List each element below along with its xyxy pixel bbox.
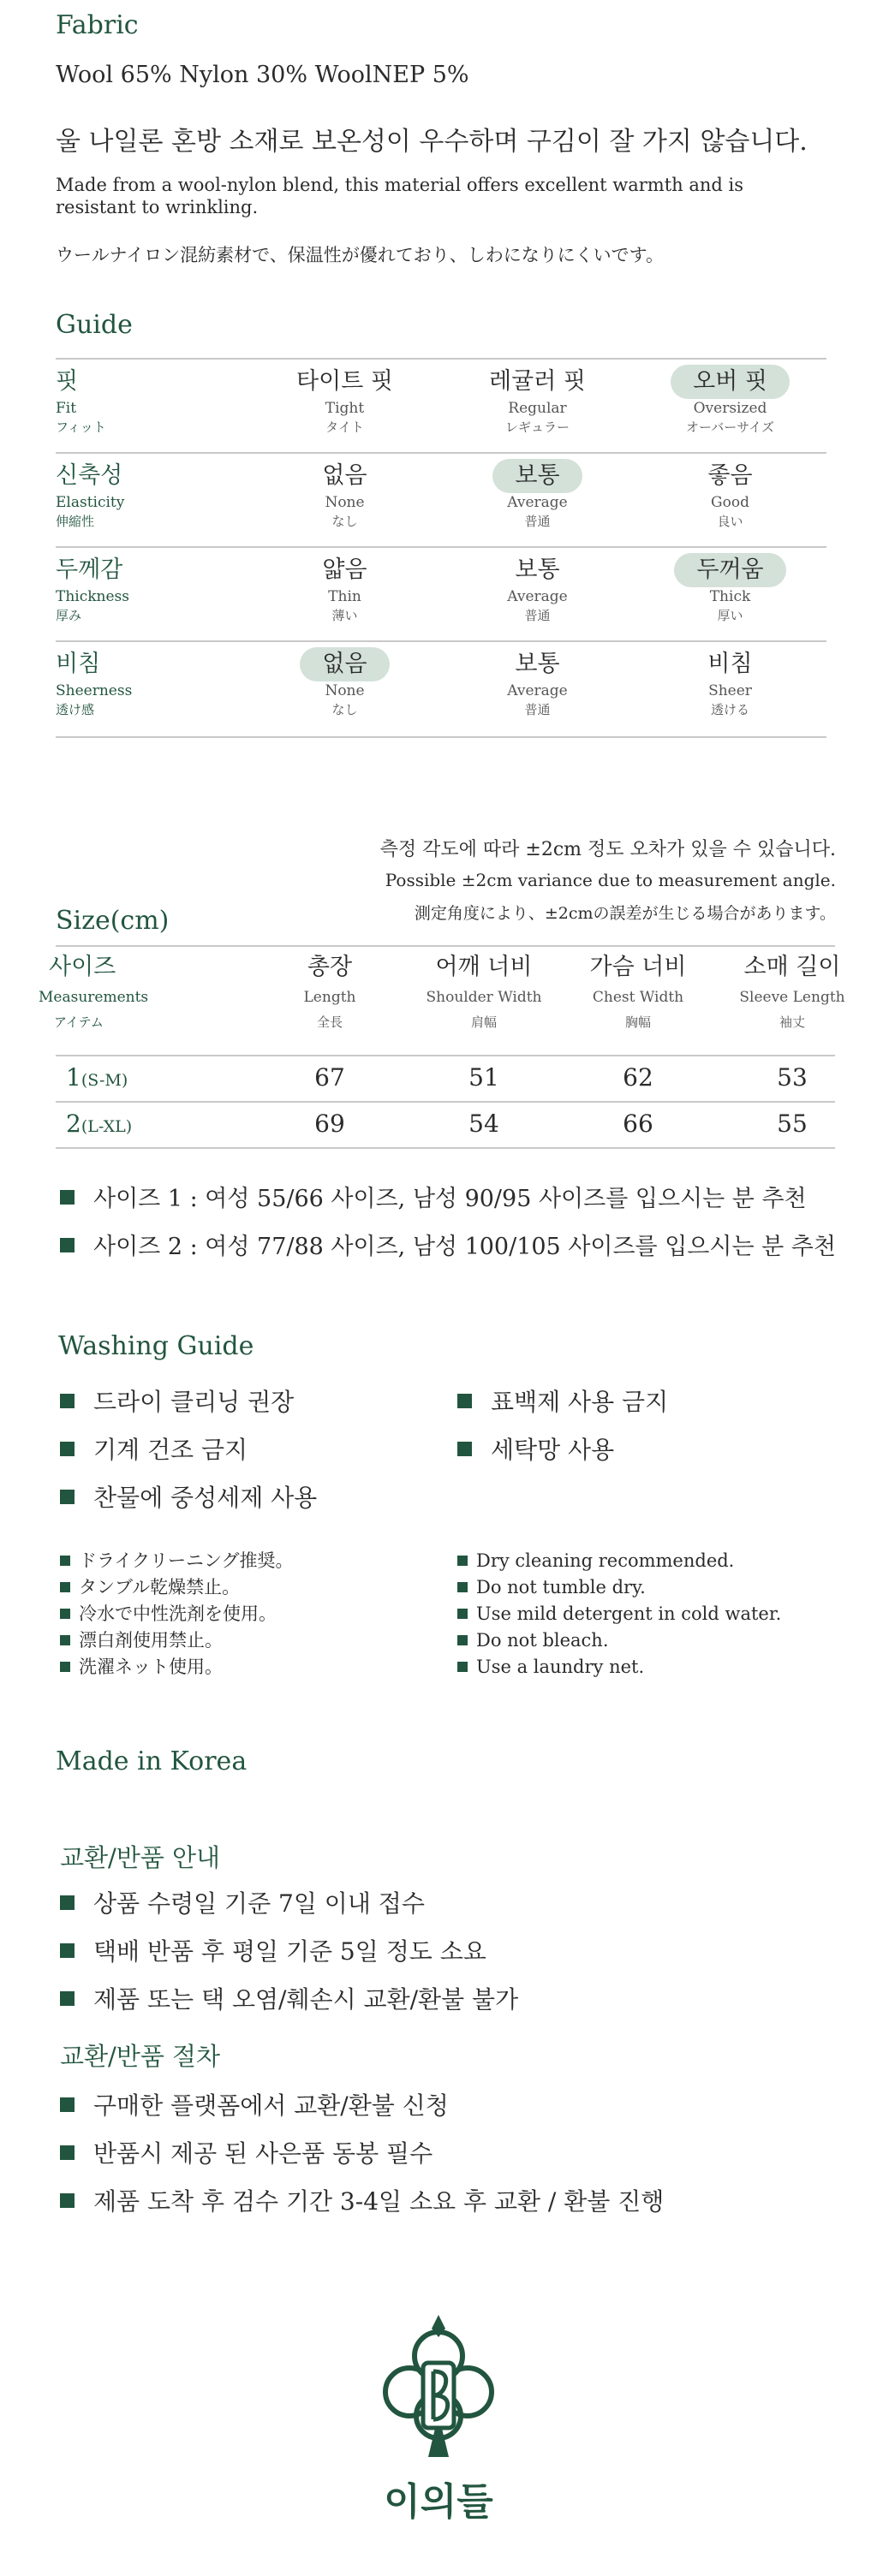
list-item xyxy=(457,1601,781,1627)
size-header-jp: 胸幅 xyxy=(624,1014,651,1030)
washing-en xyxy=(457,1548,781,1681)
guide-option-en: Average xyxy=(507,588,568,605)
size-value: 55 xyxy=(777,1110,808,1138)
list-item xyxy=(60,1627,294,1654)
bullet-icon xyxy=(60,1991,75,2006)
guide-option-en: Tight xyxy=(325,400,365,417)
size-row-number: 1 xyxy=(66,1063,81,1092)
bullet-icon xyxy=(60,1190,75,1205)
guide-label-ko: 신축성 xyxy=(56,462,123,489)
guide-option xyxy=(248,459,441,531)
bullet-icon xyxy=(457,1442,472,1456)
size-value: 62 xyxy=(623,1063,653,1092)
size-header-cell xyxy=(39,950,201,1034)
bullet-icon xyxy=(60,1442,75,1456)
guide-option-jp: レギュラー xyxy=(504,419,570,435)
guide-row xyxy=(56,452,826,548)
washing-ko-right xyxy=(457,1378,668,1474)
bullet-icon xyxy=(60,1238,75,1252)
size-recommendation-2: 사이즈 2 : 여성 77/88 사이즈, 남성 100/105 사이즈를 입으시는 분 추천 xyxy=(60,1228,836,1261)
guide-option xyxy=(634,459,826,531)
bullet-icon xyxy=(60,2097,75,2112)
guide-option xyxy=(248,365,441,437)
bullet-icon xyxy=(457,1582,468,1592)
measurement-note-en: Possible ±2cm variance due to measurement angle. xyxy=(385,870,836,890)
guide-option-jp: オーバーサイズ xyxy=(685,419,775,435)
washing-jp xyxy=(60,1548,294,1681)
size-header-en: Shoulder Width xyxy=(426,989,542,1006)
list-item-text: 구매한 플랫폼에서 교환/환불 신청 xyxy=(93,2091,449,2120)
guide-option-jp: なし xyxy=(331,514,358,529)
list-item xyxy=(457,1627,781,1654)
exchange-title: 교환/반품 안내 xyxy=(60,1843,221,1872)
brand-emblem-icon xyxy=(368,2311,509,2466)
guide-option xyxy=(441,365,634,437)
size-header-cell xyxy=(407,950,561,1034)
guide-option-jp: 普通 xyxy=(524,608,551,623)
guide-option-en: Average xyxy=(507,682,568,699)
size-value: 54 xyxy=(468,1110,499,1138)
size-header-row xyxy=(39,945,845,1058)
size-header-en: Length xyxy=(303,989,356,1006)
guide-option-jp: 普通 xyxy=(524,514,551,529)
guide-option-en: Good xyxy=(711,494,749,511)
guide-option-ko: 타이트 핏 xyxy=(296,368,393,395)
list-item-text: 반품시 제공 된 사은품 동봉 필수 xyxy=(93,2139,433,2168)
guide-option xyxy=(248,553,441,625)
measurement-note-jp: 測定角度により、±2cmの誤差が生じる場合があります。 xyxy=(414,904,836,923)
bullet-icon xyxy=(60,1556,70,1566)
fabric-title: Fabric xyxy=(56,10,139,40)
size-header-en: Measurements xyxy=(39,989,149,1006)
list-item-text: 표백제 사용 금지 xyxy=(491,1388,669,1416)
list-item-text: Do not tumble dry. xyxy=(476,1577,646,1597)
guide-option-selected: 없음 xyxy=(300,647,389,681)
size-value: 69 xyxy=(314,1110,345,1138)
guide-bottom-divider xyxy=(56,736,826,738)
list-item-text: 제품 또는 택 오염/훼손시 교환/환불 불가 xyxy=(93,1985,519,2014)
size-row-number: 2 xyxy=(66,1110,81,1138)
list-item-text: 洗濯ネット使用。 xyxy=(79,1657,223,1677)
size-value: 51 xyxy=(468,1063,499,1092)
guide-row xyxy=(56,640,826,736)
list-item xyxy=(60,1574,294,1601)
size-value: 66 xyxy=(623,1110,653,1138)
guide-option-en: Regular xyxy=(508,400,567,417)
size-header-cell xyxy=(253,950,407,1034)
list-item-text: 기계 건조 금지 xyxy=(93,1436,248,1464)
list-item-text: タンブル乾燥禁止。 xyxy=(79,1577,241,1597)
bullet-icon xyxy=(457,1609,468,1619)
guide-title: Guide xyxy=(56,310,133,340)
fabric-desc-en: Made from a wool-nylon blend, this material offers excellent warmth and is resistant to wrinkling. xyxy=(56,175,744,217)
size-header-jp: 全長 xyxy=(316,1014,343,1030)
guide-row-label xyxy=(56,647,227,719)
guide-label-en: Fit xyxy=(56,400,77,417)
guide-option-jp: 透ける xyxy=(710,702,749,717)
fabric-desc-ko: 울 나일론 혼방 소재로 보온성이 우수하며 구김이 잘 가지 않습니다. xyxy=(56,127,808,157)
guide-option-en: Thick xyxy=(709,588,751,605)
guide-row xyxy=(56,546,826,642)
list-item xyxy=(60,2082,664,2130)
guide-option-en: Average xyxy=(507,494,568,511)
washing-ko-left xyxy=(60,1378,317,1522)
bullet-icon xyxy=(60,1490,75,1504)
size-bottom-divider xyxy=(56,1147,835,1149)
bullet-icon xyxy=(457,1635,468,1645)
list-item-text: ドライクリーニング推奨。 xyxy=(79,1550,294,1571)
size-value: 67 xyxy=(314,1063,345,1092)
guide-label-jp: 厚み xyxy=(56,608,82,623)
size-row xyxy=(56,1101,835,1149)
size-header-cell xyxy=(715,950,869,1034)
guide-option xyxy=(441,647,634,719)
list-item xyxy=(60,1976,518,2024)
size-header-jp: アイテム xyxy=(54,1014,104,1030)
guide-option-en: None xyxy=(325,494,365,511)
bullet-icon xyxy=(60,1895,75,1910)
bullet-icon xyxy=(60,1662,70,1672)
size-header-ko: 가슴 너비 xyxy=(589,954,687,980)
bullet-icon xyxy=(60,1582,70,1592)
bullet-icon xyxy=(60,1635,70,1645)
bullet-icon xyxy=(457,1662,468,1672)
guide-option xyxy=(248,647,441,719)
guide-option-jp: 良い xyxy=(717,514,743,529)
size-header-en: Chest Width xyxy=(592,989,684,1006)
origin-label: Made in Korea xyxy=(56,1746,248,1776)
guide-option-ko: 비침 xyxy=(707,651,753,677)
list-item-text: 세탁망 사용 xyxy=(491,1436,615,1464)
list-item-text: 택배 반품 후 평일 기준 5일 정도 소요 xyxy=(93,1937,486,1966)
size-header-ko: 어깨 너비 xyxy=(435,954,533,980)
size-row-range: (L-XL) xyxy=(81,1117,133,1136)
guide-option-ko: 좋음 xyxy=(707,462,753,489)
list-item xyxy=(457,1654,781,1681)
guide-label-en: Sheerness xyxy=(56,682,133,699)
guide-label-ko: 두께감 xyxy=(56,556,123,583)
fabric-composition: Wool 65% Nylon 30% WoolNEP 5% xyxy=(56,62,469,88)
bullet-icon xyxy=(60,2145,75,2160)
guide-option-jp: 普通 xyxy=(524,702,551,717)
procedure-title: 교환/반품 절차 xyxy=(60,2042,221,2071)
bullet-icon xyxy=(60,1394,75,1408)
size-header-ko: 소매 길이 xyxy=(743,954,841,980)
guide-label-en: Thickness xyxy=(56,588,130,605)
guide-option-selected: 오버 핏 xyxy=(671,365,790,399)
list-item-text: 제품 도착 후 검수 기간 3-4일 소요 후 교환 / 환불 진행 xyxy=(93,2187,665,2216)
list-item xyxy=(60,1474,317,1522)
bullet-icon xyxy=(60,1943,75,1958)
guide-option-ko: 없음 xyxy=(322,462,367,489)
list-item-text: 찬물에 중성세제 사용 xyxy=(93,1484,318,1512)
list-item xyxy=(60,1548,294,1574)
size-header-en: Sleeve Length xyxy=(739,989,845,1006)
procedure-list xyxy=(60,2082,664,2226)
guide-option-ko: 얇음 xyxy=(322,556,367,583)
brand-name: 이의들 xyxy=(384,2480,493,2524)
list-item xyxy=(60,1426,317,1474)
guide-option-ko: 보통 xyxy=(515,651,560,677)
list-item xyxy=(60,2178,664,2226)
guide-option-en: None xyxy=(325,682,365,699)
guide-label-en: Elasticity xyxy=(56,494,125,511)
guide-option-jp: なし xyxy=(331,702,358,717)
guide-label-jp: 透け感 xyxy=(56,702,95,717)
list-item-text: Use mild detergent in cold water. xyxy=(476,1603,782,1624)
list-item-text: Use a laundry net. xyxy=(476,1657,645,1677)
guide-option-ko: 보통 xyxy=(515,556,560,583)
exchange-list xyxy=(60,1880,518,2024)
list-item xyxy=(60,1601,294,1627)
guide-option-jp: タイト xyxy=(325,419,364,435)
washing-title: Washing Guide xyxy=(58,1331,254,1361)
guide-option-jp: 厚い xyxy=(717,608,743,623)
bullet-icon xyxy=(457,1394,472,1408)
list-item-text: Dry cleaning recommended. xyxy=(476,1550,735,1571)
list-item-text: Do not bleach. xyxy=(476,1630,609,1651)
size-header-jp: 袖丈 xyxy=(779,1014,805,1030)
size-row-range: (S-M) xyxy=(81,1071,128,1090)
guide-option-jp: 薄い xyxy=(331,608,358,623)
list-item xyxy=(60,1880,518,1928)
bullet-icon xyxy=(457,1556,468,1566)
size-title: Size(cm) xyxy=(56,906,170,936)
guide-option xyxy=(441,459,634,531)
guide-option xyxy=(634,553,826,625)
list-item xyxy=(457,1548,781,1574)
guide-option xyxy=(441,553,634,625)
size-header-ko: 총장 xyxy=(307,954,353,980)
list-item-text: 漂白剤使用禁止。 xyxy=(79,1630,223,1651)
size-row-label xyxy=(66,1063,220,1092)
guide-option xyxy=(634,365,826,437)
list-item xyxy=(60,1654,294,1681)
list-item xyxy=(457,1426,668,1474)
guide-option-ko: 레귤러 핏 xyxy=(489,368,586,395)
guide-option-selected: 보통 xyxy=(492,459,582,493)
size-row-label xyxy=(66,1110,220,1138)
list-item xyxy=(60,1378,317,1426)
guide-option-en: Oversized xyxy=(693,400,767,417)
list-item xyxy=(457,1378,668,1426)
fabric-desc-jp: ウールナイロン混紡素材で、保温性が優れており、しわになりにくいです。 xyxy=(56,245,665,265)
guide-row-label xyxy=(56,365,227,437)
guide-label-jp: フィット xyxy=(56,419,106,435)
list-item xyxy=(60,2130,664,2178)
guide-option-selected: 두꺼움 xyxy=(674,553,785,587)
guide-option-en: Sheer xyxy=(708,682,752,699)
guide-row-label xyxy=(56,459,227,531)
list-item-text: 드라이 클리닝 권장 xyxy=(93,1388,295,1416)
list-item-text: 상품 수령일 기준 7일 이내 접수 xyxy=(93,1889,425,1918)
bullet-icon xyxy=(60,2193,75,2208)
size-row xyxy=(56,1055,835,1103)
size-header-jp: 肩幅 xyxy=(470,1014,497,1030)
list-item-text: 冷水で中性洗剤を使用。 xyxy=(79,1603,277,1624)
size-value: 53 xyxy=(777,1063,808,1092)
guide-label-jp: 伸縮性 xyxy=(56,514,95,529)
guide-option-en: Thin xyxy=(328,588,361,605)
size-header-cell xyxy=(561,950,715,1034)
size-header-ko: 사이즈 xyxy=(49,954,116,980)
size-recommendation-1: 사이즈 1 : 여성 55/66 사이즈, 남성 90/95 사이즈를 입으시는 분 추천 xyxy=(60,1180,807,1213)
guide-option xyxy=(634,647,826,719)
bullet-icon xyxy=(60,1609,70,1619)
measurement-note-ko: 측정 각도에 따라 ±2cm 정도 오차가 있을 수 있습니다. xyxy=(379,839,836,860)
guide-row xyxy=(56,358,826,454)
list-item xyxy=(457,1574,781,1601)
guide-label-ko: 비침 xyxy=(56,651,101,677)
list-item xyxy=(60,1928,518,1976)
guide-row-label xyxy=(56,553,227,625)
guide-label-ko: 핏 xyxy=(56,368,79,395)
